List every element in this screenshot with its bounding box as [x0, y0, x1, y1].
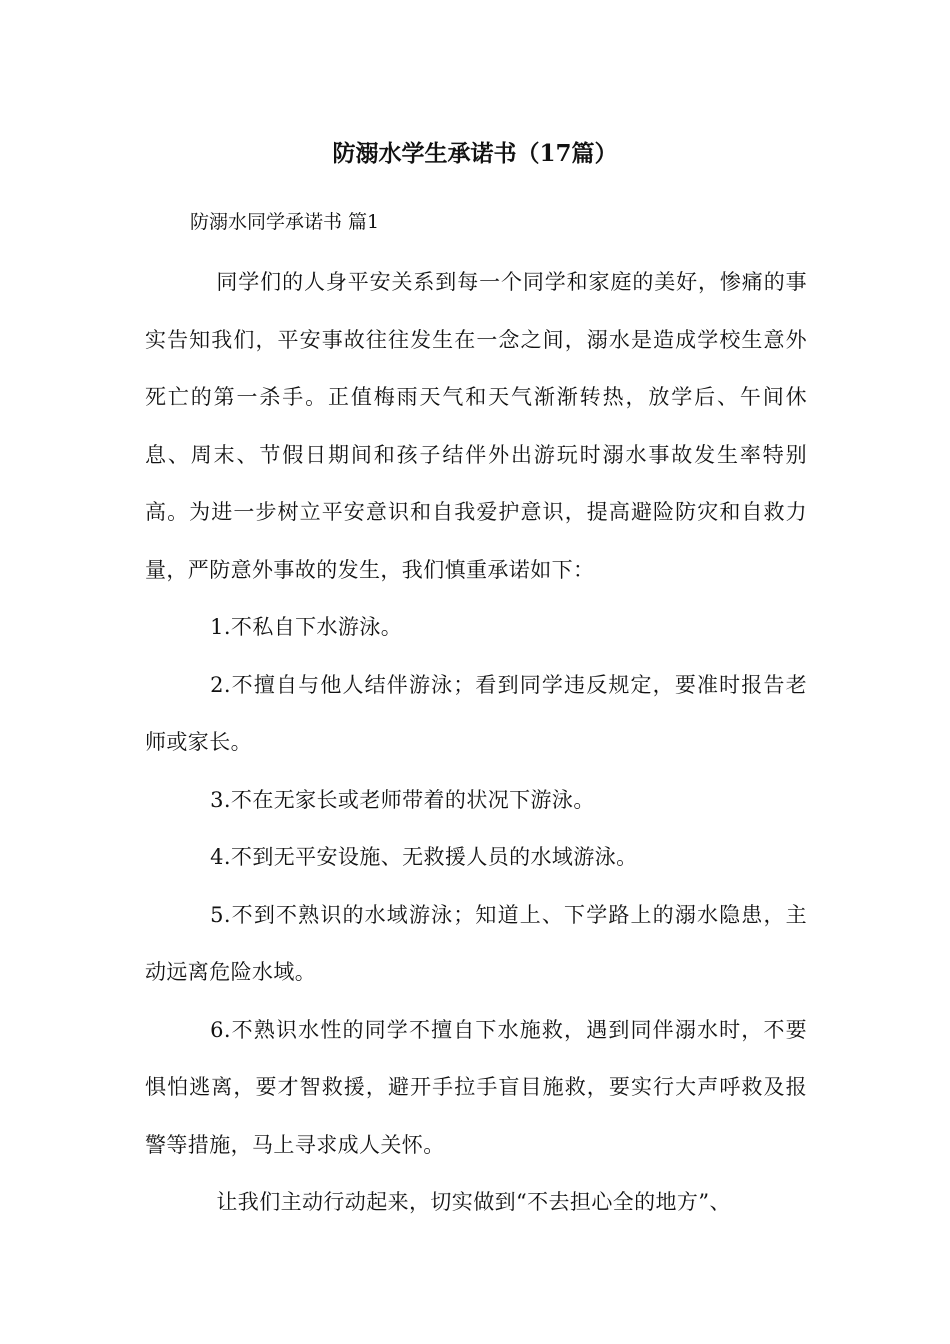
- pledge-item-2: 2.不擅自与他人结伴游泳；看到同学违反规定，要准时报告老师或家长。: [145, 672, 807, 754]
- closing-paragraph: 让我们主动行动起来，切实做到“不去担心全的地方”、: [216, 1190, 731, 1214]
- intro-paragraph: 同学们的人身平安关系到每一个同学和家庭的美好，惨痛的事实告知我们，平安事故往往发生在一念之间，溺水是造成学校生意外死亡的第一杀手。正值梅雨天气和天气渐渐转热，放学后、午间休息、周末、节假日期间和孩子结伴外出游玩时溺水事故发生率特别高。为进一步树立平安意识和自我爱护意识，提高避险防灾和自救力量，严防意外事故的发生，我们慎重承诺如下：: [145, 270, 807, 582]
- pledge-item-6: 6.不熟识水性的同学不擅自下水施救，遇到同伴溺水时，不要惧怕逃离，要才智救援，避开手拉手盲目施救，要实行大声呼救及报警等措施，马上寻求成人关怀。: [145, 1017, 807, 1157]
- pledge-item-3: 3.不在无家长或老师带着的状况下游泳。: [210, 787, 595, 812]
- document-subtitle: 防溺水同学承诺书 篇1: [190, 211, 380, 233]
- document-body: [145, 254, 807, 1232]
- pledge-item-1: 1.不私自下水游泳。: [210, 615, 403, 639]
- pledge-item-4: 4.不到无平安设施、无救援人员的水域游泳。: [210, 845, 638, 869]
- pledge-item-5: 5.不到不熟识的水域游泳；知道上、下学路上的溺水隐患，主动远离危险水域。: [145, 902, 807, 984]
- document-title: 防溺水学生承诺书（17篇）: [332, 140, 618, 167]
